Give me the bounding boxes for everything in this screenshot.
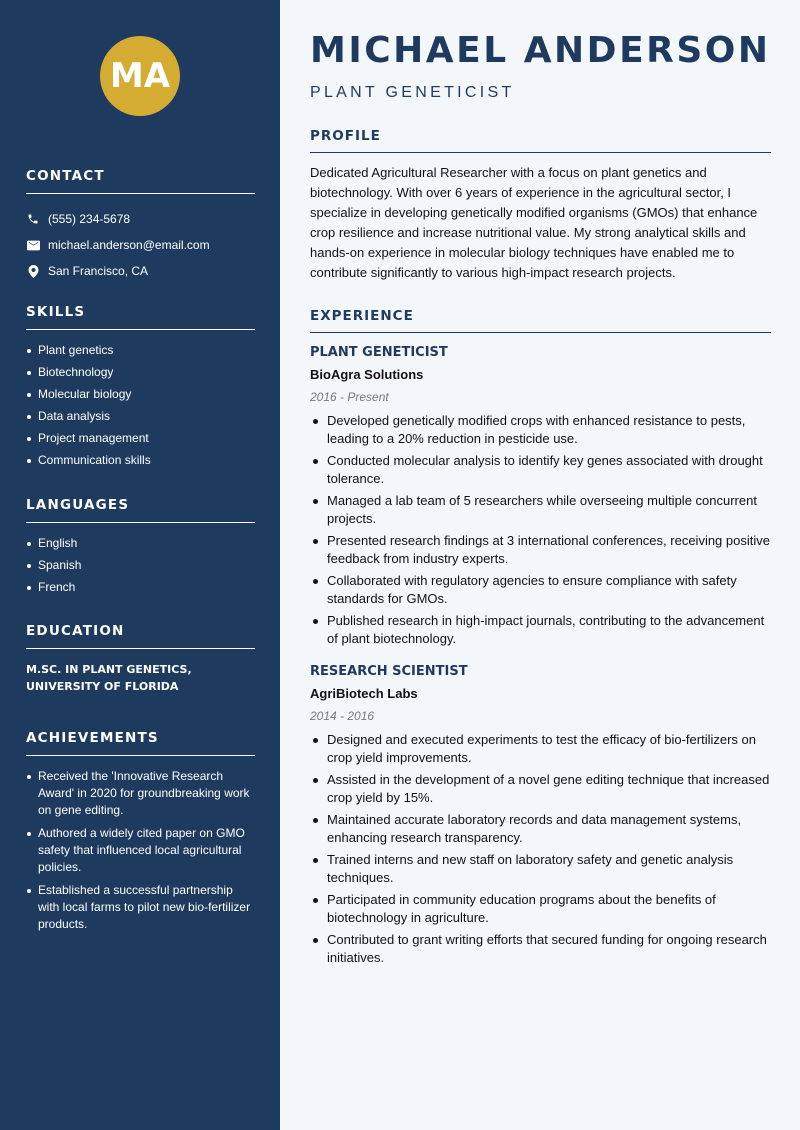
job-bullet: Participated in community education programs about the benefits of biotechnology in agriculture. — [310, 891, 771, 927]
skill-item: Data analysis — [26, 408, 255, 425]
languages-list — [26, 535, 255, 596]
skills-list — [26, 342, 255, 469]
job-role: PLANT GENETICIST — [310, 345, 448, 360]
job-bullets — [310, 412, 771, 648]
job-bullet: Assisted in the development of a novel gene editing technique that increased crop yield by 15%. — [310, 771, 771, 807]
education-section — [26, 623, 255, 695]
job-bullet: Maintained accurate laboratory records and data management systems, enhancing research transparency. — [310, 811, 771, 847]
job-bullet: Managed a lab team of 5 researchers while overseeing multiple concurrent projects. — [310, 492, 771, 528]
job-bullet: Collaborated with regulatory agencies to ensure compliance with safety standards for GMOs. — [310, 572, 771, 608]
job-bullet: Trained interns and new staff on laboratory safety and genetic analysis techniques. — [310, 851, 771, 887]
job-entry — [310, 662, 771, 967]
contact-email — [26, 232, 255, 258]
job-company: BioAgra Solutions — [310, 367, 424, 382]
achievements-section — [26, 730, 255, 939]
job-dates: 2016 - Present — [310, 390, 389, 404]
achievement-item: Authored a widely cited paper on GMO safety that influenced local agricultural policies. — [26, 825, 255, 876]
job-bullet: Conducted molecular analysis to identify key genes associated with drought tolerance. — [310, 452, 771, 488]
contact-location — [26, 258, 255, 284]
skill-item: Biotechnology — [26, 364, 255, 381]
contact-phone — [26, 206, 255, 232]
phone-icon — [26, 212, 40, 226]
skills-heading: SKILLS — [26, 304, 255, 330]
profile-section — [310, 128, 771, 283]
job-bullet: Presented research findings at 3 international conferences, receiving positive feedback from industry experts. — [310, 532, 771, 568]
profile-heading: PROFILE — [310, 128, 771, 153]
skill-item: Communication skills — [26, 452, 255, 469]
job-entry — [310, 343, 771, 648]
skill-item: Plant genetics — [26, 342, 255, 359]
candidate-name: MICHAEL ANDERSON — [310, 30, 771, 71]
job-bullet: Contributed to grant writing efforts that secured funding for ongoing research initiatives. — [310, 931, 771, 967]
language-item: Spanish — [26, 557, 255, 574]
experience-section — [310, 308, 771, 981]
email-text: michael.anderson@email.com — [48, 238, 210, 252]
candidate-title: PLANT GENETICIST — [310, 84, 515, 101]
achievement-item: Received the 'Innovative Research Award' in 2020 for groundbreaking work on gene editing. — [26, 768, 255, 819]
skills-section — [26, 304, 255, 474]
education-degree: M.SC. IN PLANT GENETICS, UNIVERSITY OF FLORIDA — [26, 663, 192, 693]
achievement-item: Established a successful partnership with local farms to pilot new bio-fertilizer products. — [26, 882, 255, 933]
job-bullet: Developed genetically modified crops with enhanced resistance to pests, leading to a 20% reduction in pesticide use. — [310, 412, 771, 448]
skill-item: Project management — [26, 430, 255, 447]
job-bullet: Designed and executed experiments to test the efficacy of bio-fertilizers on crop yield improvements. — [310, 731, 771, 767]
language-item: French — [26, 579, 255, 596]
job-bullets — [310, 731, 771, 967]
sidebar — [0, 0, 280, 1130]
job-bullet: Published research in high-impact journals, contributing to the advancement of plant biotechnology. — [310, 612, 771, 648]
language-item: English — [26, 535, 255, 552]
achievements-list — [26, 768, 255, 933]
experience-heading: EXPERIENCE — [310, 308, 771, 333]
languages-heading: LANGUAGES — [26, 497, 255, 523]
location-text: San Francisco, CA — [48, 264, 149, 278]
achievements-heading: ACHIEVEMENTS — [26, 730, 255, 756]
job-company: AgriBiotech Labs — [310, 686, 418, 701]
email-icon — [26, 238, 40, 252]
education-heading: EDUCATION — [26, 623, 255, 649]
job-role: RESEARCH SCIENTIST — [310, 664, 468, 679]
skill-item: Molecular biology — [26, 386, 255, 403]
contact-section — [26, 168, 255, 284]
job-dates: 2014 - 2016 — [310, 709, 375, 723]
profile-text: Dedicated Agricultural Researcher with a focus on plant genetics and biotechnology. With over 6 years of experience in the agricultural sector, I specialize in developing genetically modified organisms (GMOs) that enhance crop resilience and increase nutritional value. My strong analytical skills and hands-on experience in molecular biology techniques have enabled me to contribute significantly to various high-impact research projects. — [310, 165, 758, 280]
contact-heading: CONTACT — [26, 168, 255, 194]
phone-text: (555) 234-5678 — [48, 212, 131, 226]
languages-section — [26, 497, 255, 601]
monogram-avatar: MA — [100, 36, 180, 116]
location-pin-icon — [26, 264, 40, 278]
